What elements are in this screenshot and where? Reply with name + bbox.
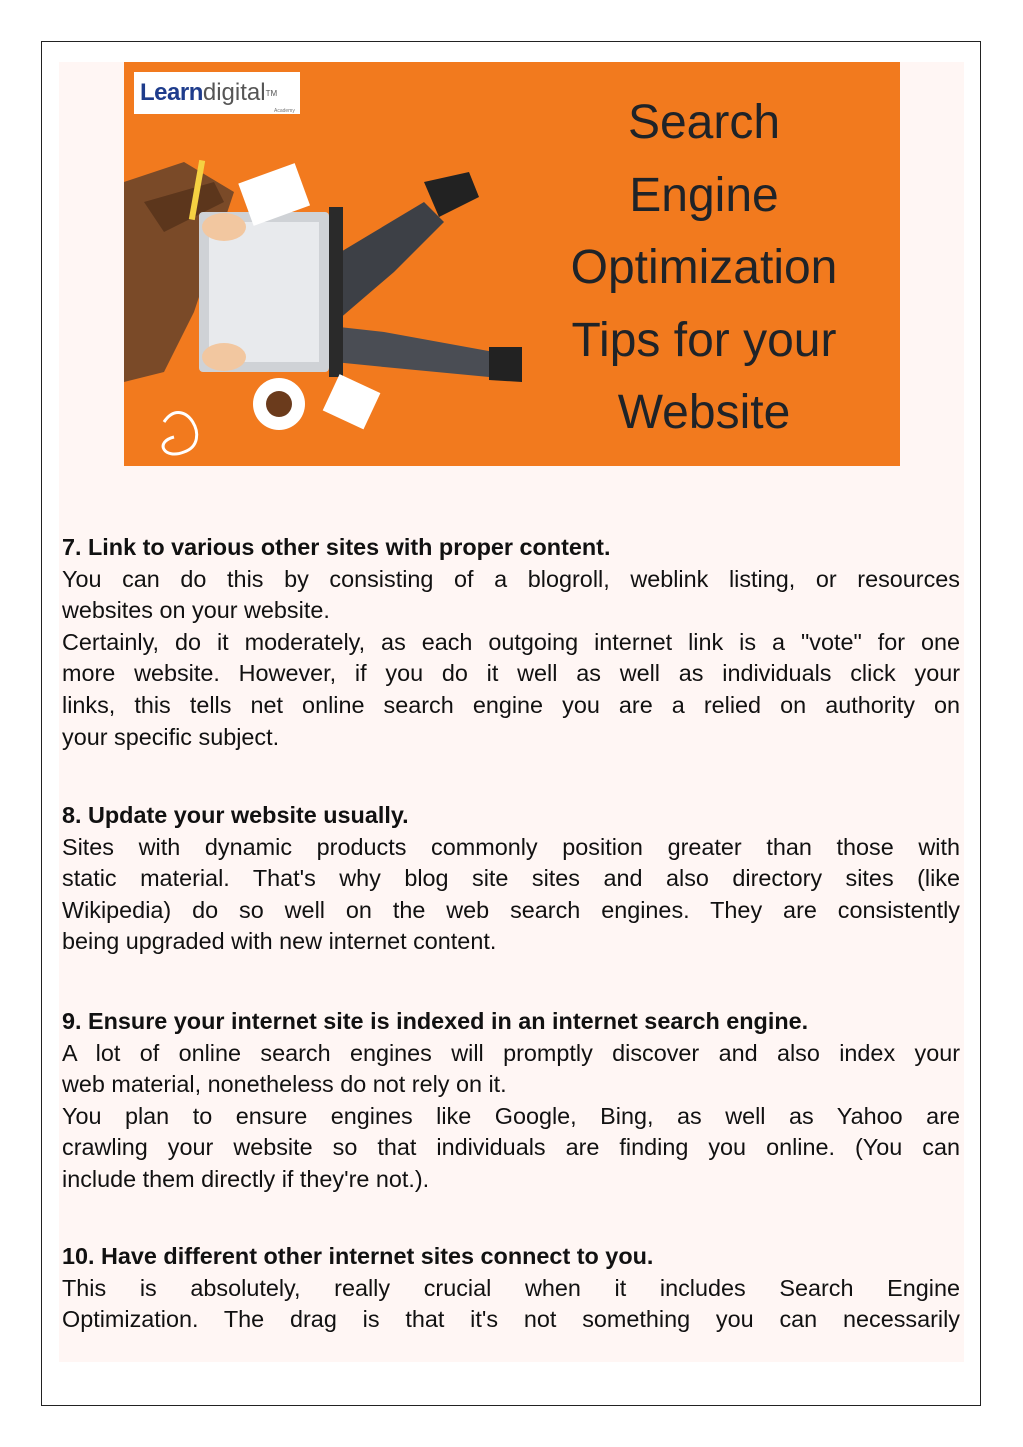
section-line: web material, nonetheless do not rely on it. xyxy=(62,1071,507,1098)
section-10 xyxy=(62,1241,960,1336)
section-line: Optimization. The drag is that it's not something you can necessarily xyxy=(62,1306,960,1333)
section-heading: 9. Ensure your internet site is indexed in an internet search engine. xyxy=(62,1008,809,1034)
section-heading: 8. Update your website usually. xyxy=(62,802,409,828)
learndigital-logo xyxy=(134,72,300,114)
section-line: static material. That's why blog site sites and also directory sites (like xyxy=(62,865,960,892)
section-line: websites on your website. xyxy=(62,597,330,624)
logo-subtext: Academy xyxy=(274,108,295,114)
section-line: being upgraded with new internet content. xyxy=(62,928,497,955)
logo-learn-text: Learn xyxy=(140,79,203,106)
section-heading: 10. Have different other internet sites connect to you. xyxy=(62,1243,654,1269)
section-line: A lot of online search engines will promptly discover and also index your xyxy=(62,1039,960,1066)
headline-line-4: Tips for your xyxy=(571,313,837,367)
section-line: your specific subject. xyxy=(62,723,280,750)
section-line: links, this tells net online search engine you are a relied on authority on xyxy=(62,691,960,718)
person-with-laptop-illustration xyxy=(124,142,524,466)
section-8 xyxy=(62,800,960,958)
seo-banner-image xyxy=(124,62,900,466)
headline-line-3: Optimization xyxy=(570,241,838,294)
section-line: This is absolutely, really crucial when it includes Search Engine xyxy=(62,1274,960,1301)
section-line: crawling your website so that individuals are finding you online. (You can xyxy=(62,1134,960,1161)
section-line: include them directly if they're not.). xyxy=(62,1165,430,1192)
logo-digital-text: digital xyxy=(202,79,266,106)
section-line: You plan to ensure engines like Google, Bing, as well as Yahoo are xyxy=(62,1102,960,1129)
section-7 xyxy=(62,532,960,753)
logo-trademark: TM xyxy=(265,88,278,98)
headline-line-2: Engine xyxy=(629,168,779,222)
section-line: more website. However, if you do it well as well as individuals click your xyxy=(62,660,960,687)
section-9 xyxy=(62,1006,960,1196)
section-line: Certainly, do it moderately, as each outgoing internet link is a "vote" for one xyxy=(62,628,960,655)
section-line: Wikipedia) do so well on the web search engines. They are consistently xyxy=(62,896,960,923)
banner-headline xyxy=(534,87,874,450)
section-heading: 7. Link to various other sites with proper content. xyxy=(62,534,611,560)
headline-line-5: Website xyxy=(617,386,791,439)
section-line: Sites with dynamic products commonly position greater than those with xyxy=(62,833,960,860)
section-line: You can do this by consisting of a blogroll, weblink listing, or resources xyxy=(62,565,960,592)
headline-line-1: Search xyxy=(627,96,781,149)
